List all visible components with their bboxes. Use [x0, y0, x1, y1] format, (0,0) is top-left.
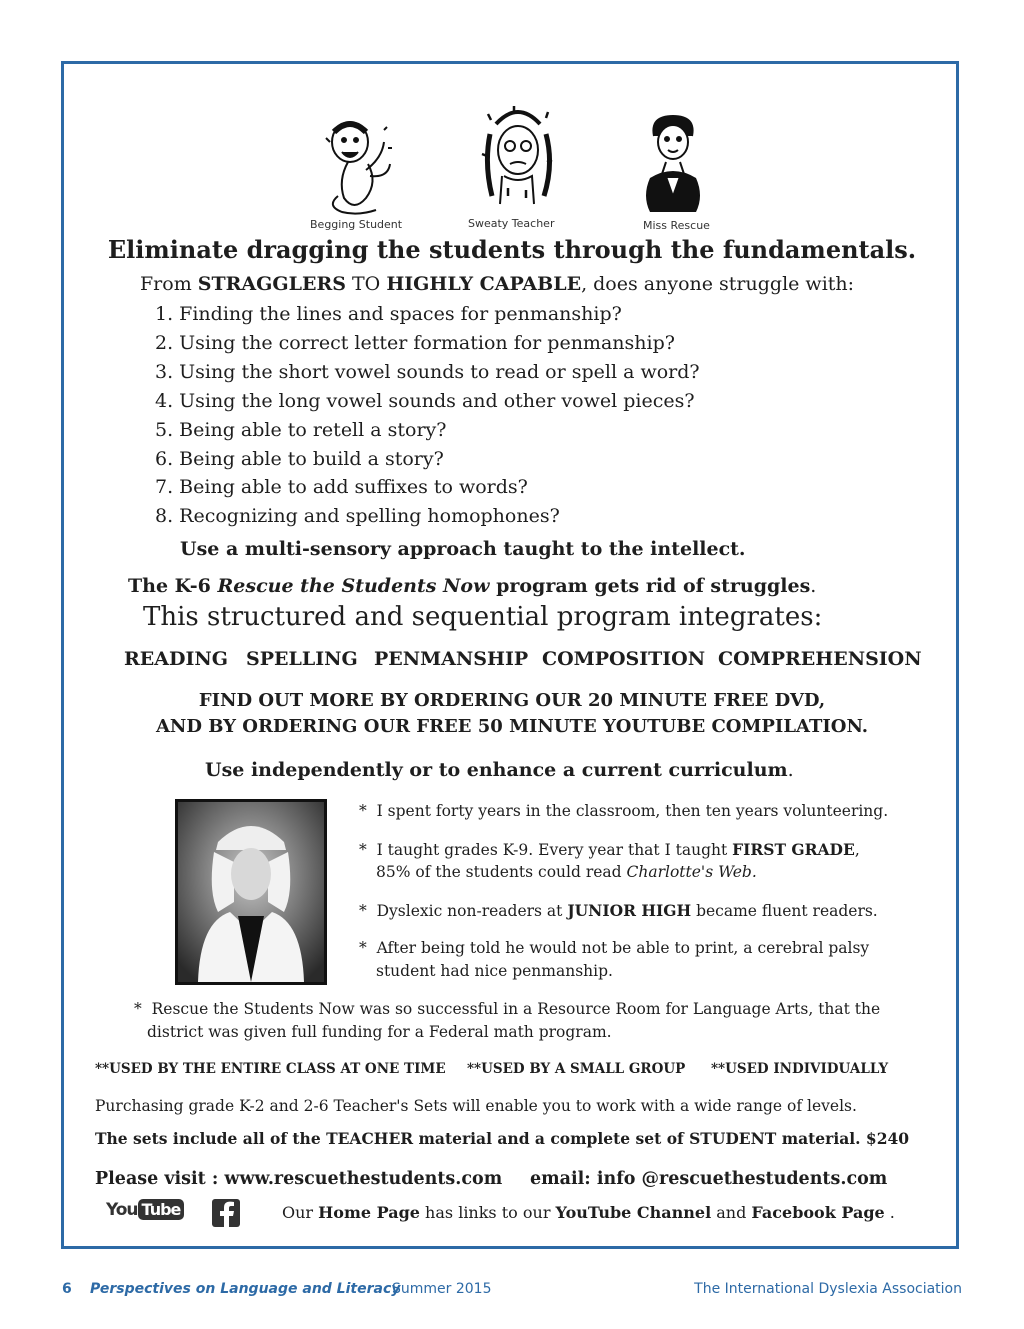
bullet-3	[359, 901, 878, 920]
bullet-4	[359, 939, 869, 957]
subject-penmanship: PENMANSHIP	[374, 648, 529, 670]
program-prefix: The K-6	[128, 575, 218, 597]
footer-issue: Summer 2015	[392, 1281, 492, 1297]
purchasing-line: Purchasing grade K-2 and 2-6 Teacher's Sets will enable you to work with a wide range of levels.	[95, 1097, 857, 1115]
begging-student-cartoon	[318, 118, 398, 216]
footer-org: The International Dyslexia Association	[694, 1281, 962, 1297]
bullet-5-line-2: district was given full funding for a Federal math program.	[147, 1023, 612, 1041]
bullet-star: *	[359, 802, 367, 820]
find-out-line-1: FIND OUT MORE BY ORDERING OUR 20 MINUTE FREE DVD,	[198, 690, 826, 711]
use-independently-line	[205, 759, 794, 781]
intro-line	[140, 273, 854, 295]
bullet-1	[359, 802, 888, 820]
question-item: 8. Recognizing and spelling homophones?	[155, 505, 560, 527]
bullet-2-book-title: Charlotte's Web.	[626, 863, 757, 881]
bullet-2-comma: ,	[854, 841, 860, 859]
bullet-star: *	[134, 1000, 142, 1018]
links-our: Our	[282, 1203, 319, 1222]
use-period: .	[787, 759, 794, 781]
intro-to: TO	[345, 273, 387, 295]
bullet-2-line-2	[376, 863, 757, 881]
question-item: 5. Being able to retell a story?	[155, 419, 447, 441]
email-link[interactable]: email: info @rescuethestudents.com	[530, 1169, 888, 1189]
program-line	[128, 575, 816, 597]
footer-page-number: 6	[62, 1281, 72, 1297]
bullet-2-text-d: 85% of the students could read	[376, 863, 627, 881]
usage-entire-class: **USED BY THE ENTIRE CLASS AT ONE TIME	[95, 1061, 446, 1077]
usage-small-group: **USED BY A SMALL GROUP	[467, 1061, 686, 1077]
visit-link[interactable]: Please visit : www.rescuethestudents.com	[95, 1169, 503, 1189]
subject-reading: READING	[124, 648, 228, 670]
youtube-logo[interactable]: You Tube	[106, 1199, 184, 1220]
program-period: .	[810, 575, 817, 597]
question-item: 4. Using the long vowel sounds and other vowel pieces?	[155, 390, 695, 412]
bullet-star: *	[359, 902, 367, 920]
bullet-3-text-a: Dyslexic non-readers at	[376, 902, 568, 920]
caption-begging-student: Begging Student	[310, 218, 403, 231]
youtube-channel-link[interactable]: YouTube Channel	[555, 1203, 712, 1222]
facebook-icon[interactable]	[212, 1199, 240, 1227]
question-item: 6. Being able to build a story?	[155, 448, 444, 470]
links-and: and	[711, 1203, 752, 1222]
intro-capable: HIGHLY CAPABLE	[386, 273, 582, 295]
program-suffix: program gets rid of struggles	[489, 575, 811, 597]
multisensory-line: Use a multi-sensory approach taught to the intellect.	[180, 538, 746, 560]
author-photo	[175, 799, 327, 985]
question-item: 1. Finding the lines and spaces for penmanship?	[155, 303, 622, 325]
bullet-star: *	[359, 841, 367, 859]
integrates-line: This structured and sequential program integrates:	[143, 602, 823, 632]
facebook-page-link[interactable]: Facebook Page	[751, 1203, 885, 1222]
program-name: Rescue the Students Now	[217, 575, 490, 597]
sets-line: The sets include all of the TEACHER material and a complete set of STUDENT material. $240	[95, 1129, 910, 1148]
bullet-4-text-a: After being told he would not be able to print, a cerebral palsy	[376, 939, 870, 957]
links-line	[282, 1203, 895, 1222]
bullet-2	[359, 840, 860, 859]
caption-sweaty-teacher: Sweaty Teacher	[468, 217, 555, 230]
intro-from: From	[140, 273, 198, 295]
sweaty-teacher-cartoon	[478, 104, 558, 216]
bullet-star: *	[359, 939, 367, 957]
subject-spelling: SPELLING	[246, 648, 358, 670]
bullet-3-text-c: became fluent readers.	[691, 902, 878, 920]
bullet-3-junior-high: JUNIOR HIGH	[567, 901, 692, 920]
caption-miss-rescue: Miss Rescue	[643, 219, 710, 232]
intro-rest: , does anyone struggle with:	[581, 273, 855, 295]
subject-composition: COMPOSITION	[542, 648, 706, 670]
bullet-5-text-a: Rescue the Students Now was so successful in a Resource Room for Language Arts, that the	[151, 1000, 881, 1018]
intro-stragglers: STRAGGLERS	[197, 273, 346, 295]
home-page-link[interactable]: Home Page	[318, 1203, 420, 1222]
question-item: 2. Using the correct letter formation for penmanship?	[155, 332, 675, 354]
links-has: has links to our	[419, 1203, 556, 1222]
bullet-4-line-2: student had nice penmanship.	[376, 962, 613, 980]
subject-comprehension: COMPREHENSION	[718, 648, 922, 670]
bullet-5	[134, 1000, 880, 1018]
question-item: 7. Being able to add suffixes to words?	[155, 476, 528, 498]
links-end: .	[884, 1203, 895, 1222]
miss-rescue-cartoon	[640, 112, 706, 214]
footer-journal: Perspectives on Language and Literacy	[90, 1281, 401, 1297]
find-out-line-2: AND BY ORDERING OUR FREE 50 MINUTE YOUTUBE COMPILATION.	[155, 716, 869, 737]
headline: Eliminate dragging the students through the fundamentals.	[107, 235, 917, 264]
bullet-1-text: I spent forty years in the classroom, then ten years volunteering.	[376, 802, 889, 820]
use-independently-text: Use independently or to enhance a current curriculum	[205, 759, 788, 781]
bullet-2-text-a: I taught grades K-9. Every year that I taught	[376, 841, 733, 859]
usage-individually: **USED INDIVIDUALLY	[711, 1061, 889, 1077]
question-item: 3. Using the short vowel sounds to read or spell a word?	[155, 361, 700, 383]
bullet-2-first-grade: FIRST GRADE	[732, 840, 855, 859]
